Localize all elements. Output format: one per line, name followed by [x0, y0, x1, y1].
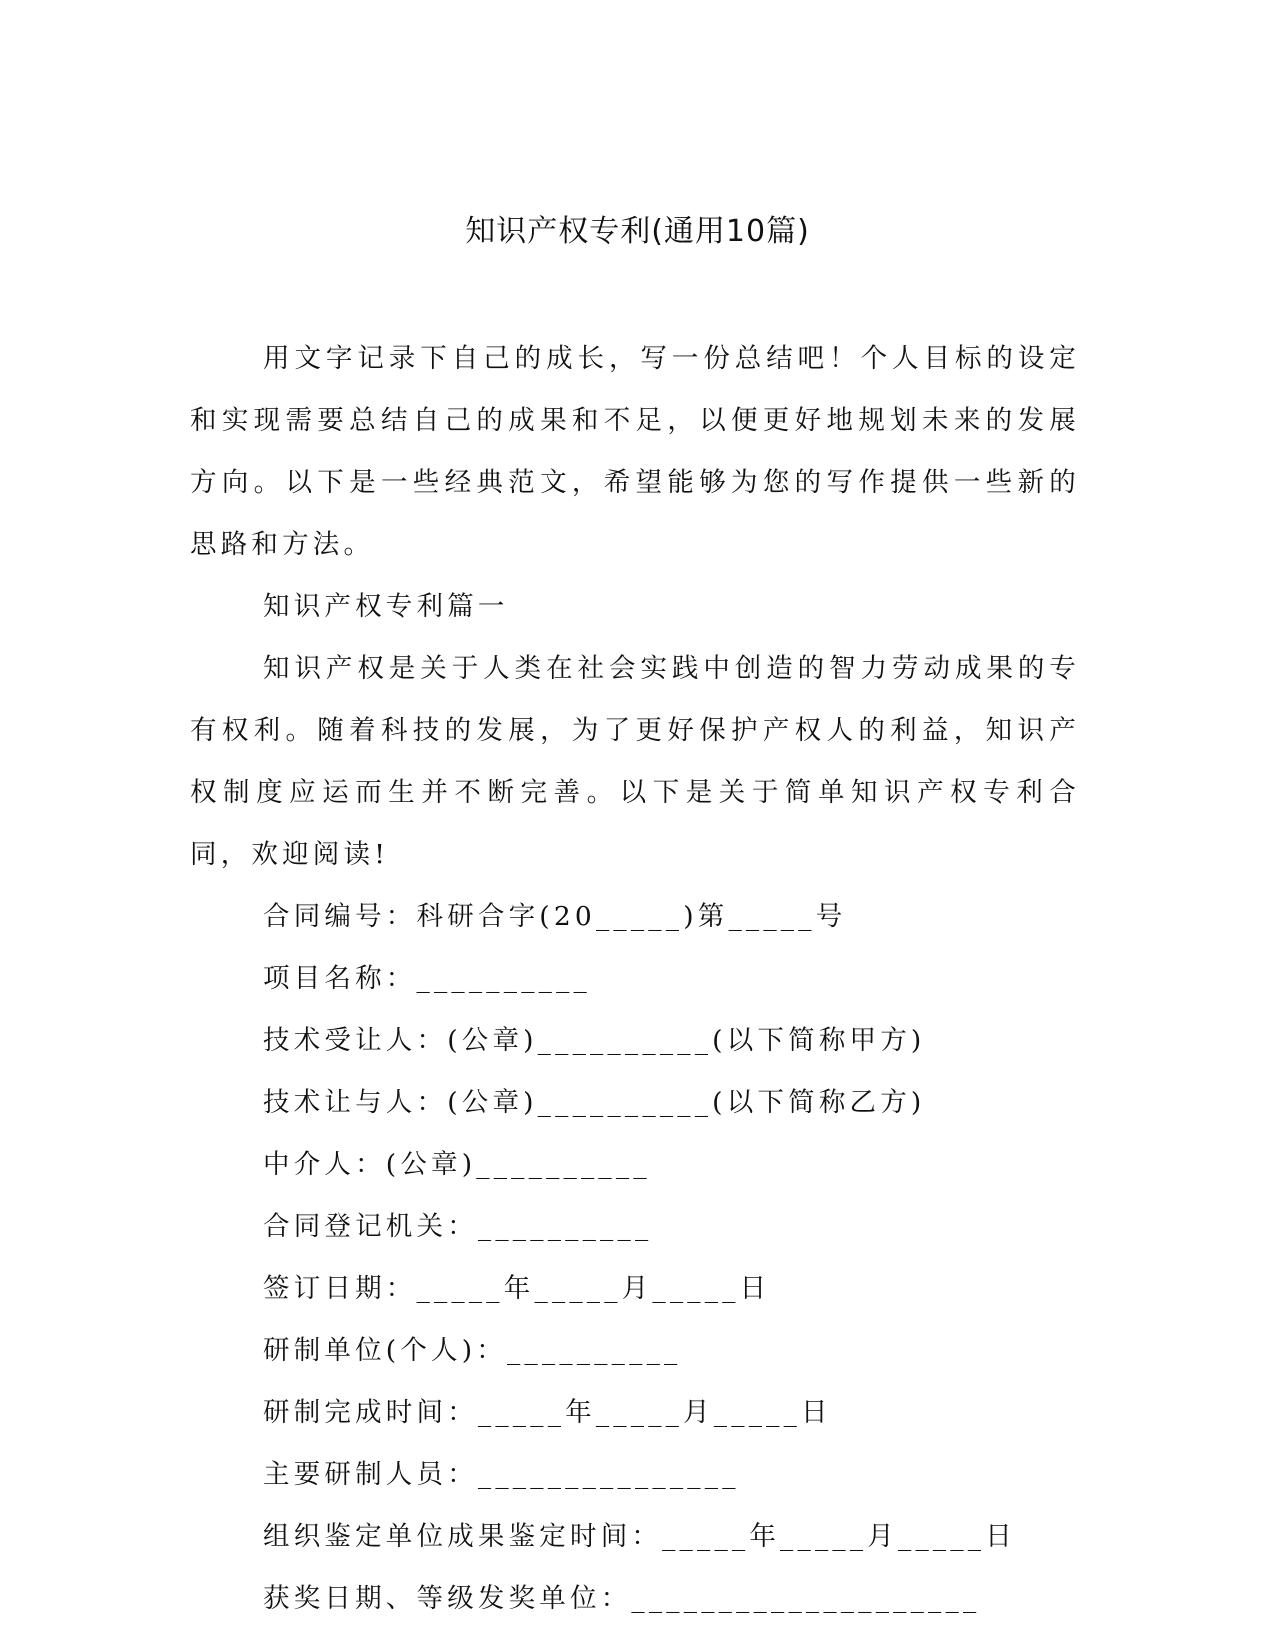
- registration-authority-field: 合同登记机关：__________: [263, 1211, 653, 1242]
- section-intro-paragraph: 知识产权是关于人类在社会实践中创造的智力劳动成果的专有权利。随着科技的发展，为了更好保护产权人的利益，知识产权制度应运而生并不断完善。以下是关于简单知识产权专利合同，欢迎阅读!: [190, 653, 1080, 870]
- project-name-field: 项目名称：__________: [263, 963, 591, 994]
- section-heading: 知识产权专利篇一: [263, 591, 509, 622]
- developer-unit-field: 研制单位(个人)：__________: [263, 1335, 682, 1366]
- contract-number-field: 合同编号：科研合字(20_____)第_____号: [263, 901, 847, 932]
- main-developers-field: 主要研制人员：_______________: [263, 1459, 740, 1490]
- intro-paragraph: 用文字记录下自己的成长，写一份总结吧！个人目标的设定和实现需要总结自己的成果和不足，以便更好地规划未来的发展方向。以下是一些经典范文，希望能够为您的写作提供一些新的思路和方法。: [190, 343, 1080, 560]
- award-field: 获奖日期、等级发奖单位：____________________: [263, 1583, 981, 1614]
- appraisal-field: 组织鉴定单位成果鉴定时间：_____年_____月_____日: [263, 1521, 1016, 1552]
- document-body: [190, 328, 1080, 1630]
- transferee-field: 技术受让人：(公章)__________(以下简称甲方): [263, 1025, 926, 1056]
- signing-date-field: 签订日期：_____年_____月_____日: [263, 1273, 771, 1304]
- intermediary-field: 中介人：(公章)__________: [263, 1149, 651, 1180]
- document-title: 知识产权专利(通用10篇): [465, 214, 810, 249]
- transferor-field: 技术让与人：(公章)__________(以下简称乙方): [263, 1087, 926, 1118]
- completion-time-field: 研制完成时间：_____年_____月_____日: [263, 1397, 832, 1428]
